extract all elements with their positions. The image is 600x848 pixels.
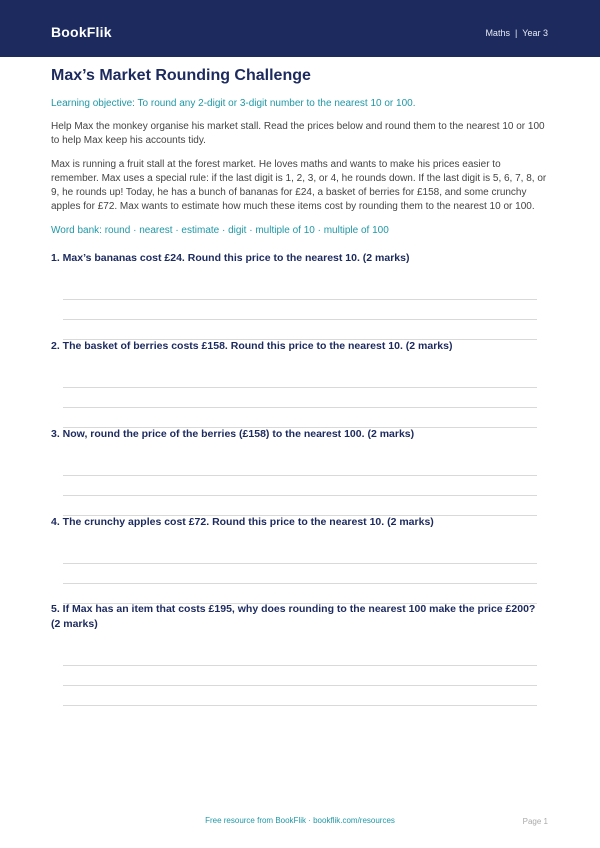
story-paragraph: Max is running a fruit stall at the forest market. He loves maths and wants to make his prices easier to remember. Max uses a special rule: if the last digit is 1, 2, 3, or 4, he rounds down. If the last digit is 5, 6, 7, 8, or 9, he rounds up! Today, he has a bunch of bananas for £24, a basket of berries for £158, and some crunchy apples for £72. Max wants to estimate how much these items cost by rounding them to the nearest 10 or 100. bbox=[51, 159, 547, 212]
subject-year-label bbox=[485, 28, 548, 38]
footer-credit[interactable]: Free resource from BookFlik · bookflik.com/resources bbox=[205, 816, 395, 825]
answer-line[interactable] bbox=[63, 387, 537, 388]
answer-line[interactable] bbox=[63, 319, 537, 320]
separator: | bbox=[514, 28, 518, 38]
subject-label: Maths bbox=[485, 28, 510, 38]
question-3 bbox=[51, 427, 548, 442]
question-text: 4. The crunchy apples cost £72. Round this price to the nearest 10. (2 marks) bbox=[51, 516, 434, 528]
answer-line[interactable] bbox=[63, 583, 537, 584]
answer-line[interactable] bbox=[63, 495, 537, 496]
question-text: 5. If Max has an item that costs £195, why does rounding to the nearest 100 make the price £200? (2 marks) bbox=[51, 603, 536, 630]
question-2 bbox=[51, 339, 548, 354]
question-text: 2. The basket of berries costs £158. Round this price to the nearest 10. (2 marks) bbox=[51, 340, 453, 352]
answer-line[interactable] bbox=[63, 705, 537, 706]
learning-objective: Learning objective: To round any 2-digit or 3-digit number to the nearest 10 or 100. bbox=[51, 98, 416, 109]
question-5 bbox=[51, 602, 541, 632]
year-label: Year 3 bbox=[522, 28, 548, 38]
question-text: 3. Now, round the price of the berries (£158) to the nearest 100. (2 marks) bbox=[51, 428, 415, 440]
answer-line[interactable] bbox=[63, 685, 537, 686]
answer-line[interactable] bbox=[63, 407, 537, 408]
page-title: Max’s Market Rounding Challenge bbox=[51, 67, 311, 84]
intro-paragraph: Help Max the monkey organise his market stall. Read the prices below and round them to the nearest 10 or 100 to help Max keep his accounts tidy. bbox=[51, 121, 545, 146]
answer-line[interactable] bbox=[63, 299, 537, 300]
question-text: 1. Max’s bananas cost £24. Round this price to the nearest 10. (2 marks) bbox=[51, 252, 410, 264]
intro-section bbox=[51, 66, 548, 237]
word-bank: Word bank: round · nearest · estimate · digit · multiple of 10 · multiple of 100 bbox=[51, 225, 389, 236]
page-number: Page 1 bbox=[522, 817, 548, 826]
question-1 bbox=[51, 251, 548, 266]
answer-line[interactable] bbox=[63, 665, 537, 666]
brand-logo[interactable]: BookFlik bbox=[51, 24, 112, 40]
header-bar bbox=[0, 0, 600, 57]
answer-line[interactable] bbox=[63, 563, 537, 564]
answer-line[interactable] bbox=[63, 475, 537, 476]
question-4 bbox=[51, 515, 548, 530]
